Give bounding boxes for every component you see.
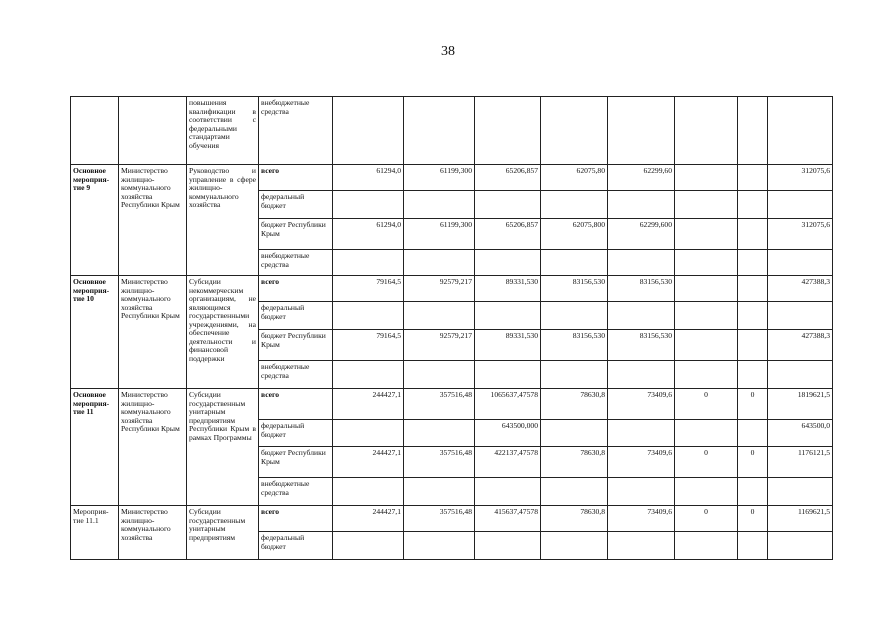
amount-cell	[541, 191, 608, 219]
amount-cell: 79164,5	[333, 276, 404, 302]
amount-cell	[475, 361, 541, 389]
funding-source-cell: внебюджетные средства	[259, 250, 333, 276]
amount-cell: 1176121,5	[768, 447, 833, 478]
funding-source-cell: внебюджетные средства	[259, 361, 333, 389]
amount-cell	[404, 302, 475, 330]
amount-cell: 0	[738, 447, 768, 478]
amount-cell: 0	[675, 447, 738, 478]
amount-cell	[738, 276, 768, 302]
measure-cell	[71, 97, 119, 165]
amount-cell	[333, 420, 404, 447]
amount-cell	[541, 97, 608, 165]
amount-cell	[608, 478, 675, 506]
measure-cell: Основное мероприя-тие 9	[71, 165, 119, 276]
amount-cell	[404, 420, 475, 447]
amount-cell: 415637,47578	[475, 506, 541, 532]
amount-cell	[675, 478, 738, 506]
amount-cell	[608, 250, 675, 276]
amount-cell	[738, 250, 768, 276]
measure-cell: Основное мероприя-тие 11	[71, 389, 119, 506]
amount-cell: 83156,530	[541, 276, 608, 302]
amount-cell: 61199,300	[404, 219, 475, 250]
amount-cell	[541, 361, 608, 389]
amount-cell	[333, 361, 404, 389]
amount-cell	[404, 191, 475, 219]
amount-cell	[404, 97, 475, 165]
executor-cell: Министерство жилищно-коммунального хозяйства Республики Крым	[119, 389, 187, 506]
amount-cell	[404, 532, 475, 560]
amount-cell	[404, 361, 475, 389]
description-cell: Субсидии некоммерческим организациям, не являющимся государственными учреждениями, на обеспечение деятельности и финансовой поддержки	[187, 276, 259, 389]
amount-cell: 89331,530	[475, 276, 541, 302]
funding-source-cell: бюджет Республики Крым	[259, 330, 333, 361]
amount-cell	[333, 302, 404, 330]
table-row	[71, 506, 833, 532]
amount-cell	[768, 302, 833, 330]
amount-cell	[333, 478, 404, 506]
amount-cell: 0	[738, 389, 768, 420]
amount-cell: 78630,8	[541, 447, 608, 478]
amount-cell	[675, 165, 738, 191]
amount-cell	[475, 191, 541, 219]
amount-cell	[404, 478, 475, 506]
amount-cell	[768, 532, 833, 560]
funding-source-cell: всего	[259, 165, 333, 191]
funding-source-cell: бюджет Республики Крым	[259, 219, 333, 250]
amount-cell	[738, 420, 768, 447]
amount-cell: 62075,800	[541, 219, 608, 250]
amount-cell	[738, 97, 768, 165]
amount-cell: 73409,6	[608, 506, 675, 532]
amount-cell	[738, 219, 768, 250]
amount-cell	[608, 420, 675, 447]
amount-cell	[768, 361, 833, 389]
amount-cell	[738, 165, 768, 191]
amount-cell: 643500,000	[475, 420, 541, 447]
amount-cell: 83156,530	[608, 276, 675, 302]
amount-cell: 78630,8	[541, 389, 608, 420]
amount-cell: 78630,8	[541, 506, 608, 532]
amount-cell: 244427,1	[333, 447, 404, 478]
measure-cell: Мероприя-тие 11.1	[71, 506, 119, 560]
amount-cell: 643500,0	[768, 420, 833, 447]
amount-cell	[675, 420, 738, 447]
amount-cell	[675, 191, 738, 219]
amount-cell	[333, 532, 404, 560]
amount-cell	[675, 250, 738, 276]
amount-cell	[333, 250, 404, 276]
amount-cell	[404, 250, 475, 276]
amount-cell	[738, 478, 768, 506]
amount-cell	[675, 97, 738, 165]
amount-cell: 89331,530	[475, 330, 541, 361]
amount-cell: 1169621,5	[768, 506, 833, 532]
amount-cell	[768, 191, 833, 219]
amount-cell	[541, 250, 608, 276]
amount-cell: 62299,60	[608, 165, 675, 191]
amount-cell: 92579,217	[404, 330, 475, 361]
funding-source-cell: внебюджетные средства	[259, 478, 333, 506]
description-cell: повышения квалификации в соответствии с федеральными стандартами обучения	[187, 97, 259, 165]
description-cell: Субсидии государственным унитарным предприятиям	[187, 506, 259, 560]
amount-cell	[608, 361, 675, 389]
amount-cell	[675, 219, 738, 250]
amount-cell	[608, 191, 675, 219]
amount-cell	[475, 97, 541, 165]
amount-cell	[738, 330, 768, 361]
amount-cell	[333, 191, 404, 219]
amount-cell: 0	[738, 506, 768, 532]
description-cell: Руководство и управление в сфере жилищно-коммунального хозяйства	[187, 165, 259, 276]
amount-cell: 73409,6	[608, 389, 675, 420]
funding-source-cell: федеральный бюджет	[259, 532, 333, 560]
amount-cell	[475, 478, 541, 506]
executor-cell: Министерство жилищно-коммунального хозяйства Республики Крым	[119, 276, 187, 389]
amount-cell: 357516,48	[404, 389, 475, 420]
amount-cell	[675, 330, 738, 361]
amount-cell	[675, 532, 738, 560]
measure-cell: Основное мероприя-тие 10	[71, 276, 119, 389]
amount-cell: 427388,3	[768, 330, 833, 361]
page-number: 38	[441, 44, 455, 59]
amount-cell: 357516,48	[404, 506, 475, 532]
amount-cell	[738, 302, 768, 330]
amount-cell: 312075,6	[768, 219, 833, 250]
amount-cell: 0	[675, 389, 738, 420]
amount-cell	[608, 532, 675, 560]
amount-cell: 79164,5	[333, 330, 404, 361]
amount-cell: 73409,6	[608, 447, 675, 478]
amount-cell: 61294,0	[333, 165, 404, 191]
funding-source-cell: всего	[259, 276, 333, 302]
amount-cell: 357516,48	[404, 447, 475, 478]
amount-cell: 61199,300	[404, 165, 475, 191]
funding-source-cell: бюджет Республики Крым	[259, 447, 333, 478]
executor-cell: Министерство жилищно-коммунального хозяйства Республики Крым	[119, 165, 187, 276]
table-row	[71, 276, 833, 302]
amount-cell	[675, 302, 738, 330]
amount-cell	[333, 97, 404, 165]
description-cell: Субсидии государственным унитарным предприятиям Республики Крым в рамках Программы	[187, 389, 259, 506]
amount-cell	[768, 250, 833, 276]
funding-source-cell: федеральный бюджет	[259, 191, 333, 219]
amount-cell	[475, 250, 541, 276]
amount-cell: 83156,530	[541, 330, 608, 361]
amount-cell: 312075,6	[768, 165, 833, 191]
amount-cell: 1819621,5	[768, 389, 833, 420]
amount-cell: 65206,857	[475, 165, 541, 191]
amount-cell: 62299,600	[608, 219, 675, 250]
amount-cell: 62075,80	[541, 165, 608, 191]
amount-cell: 244427,1	[333, 506, 404, 532]
amount-cell	[675, 276, 738, 302]
amount-cell	[675, 361, 738, 389]
executor-cell	[119, 97, 187, 165]
amount-cell	[541, 478, 608, 506]
amount-cell	[738, 532, 768, 560]
amount-cell	[541, 302, 608, 330]
amount-cell: 244427,1	[333, 389, 404, 420]
funding-source-cell: внебюджетные средства	[259, 97, 333, 165]
funding-source-cell: федеральный бюджет	[259, 420, 333, 447]
table-row	[71, 165, 833, 191]
amount-cell	[768, 97, 833, 165]
amount-cell	[608, 97, 675, 165]
amount-cell: 65206,857	[475, 219, 541, 250]
amount-cell	[541, 420, 608, 447]
amount-cell	[475, 532, 541, 560]
budget-table	[70, 96, 833, 560]
funding-source-cell: всего	[259, 389, 333, 420]
executor-cell: Министерство жилищно-коммунального хозяйства	[119, 506, 187, 560]
table-row	[71, 389, 833, 420]
amount-cell	[608, 302, 675, 330]
amount-cell: 422137,47578	[475, 447, 541, 478]
amount-cell: 61294,0	[333, 219, 404, 250]
funding-source-cell: всего	[259, 506, 333, 532]
amount-cell: 427388,3	[768, 276, 833, 302]
amount-cell	[738, 361, 768, 389]
amount-cell: 83156,530	[608, 330, 675, 361]
amount-cell	[475, 302, 541, 330]
amount-cell	[738, 191, 768, 219]
amount-cell: 92579,217	[404, 276, 475, 302]
amount-cell: 0	[675, 506, 738, 532]
amount-cell	[541, 532, 608, 560]
table-row	[71, 97, 833, 165]
funding-source-cell: федеральный бюджет	[259, 302, 333, 330]
amount-cell	[768, 478, 833, 506]
amount-cell: 1065637,47578	[475, 389, 541, 420]
